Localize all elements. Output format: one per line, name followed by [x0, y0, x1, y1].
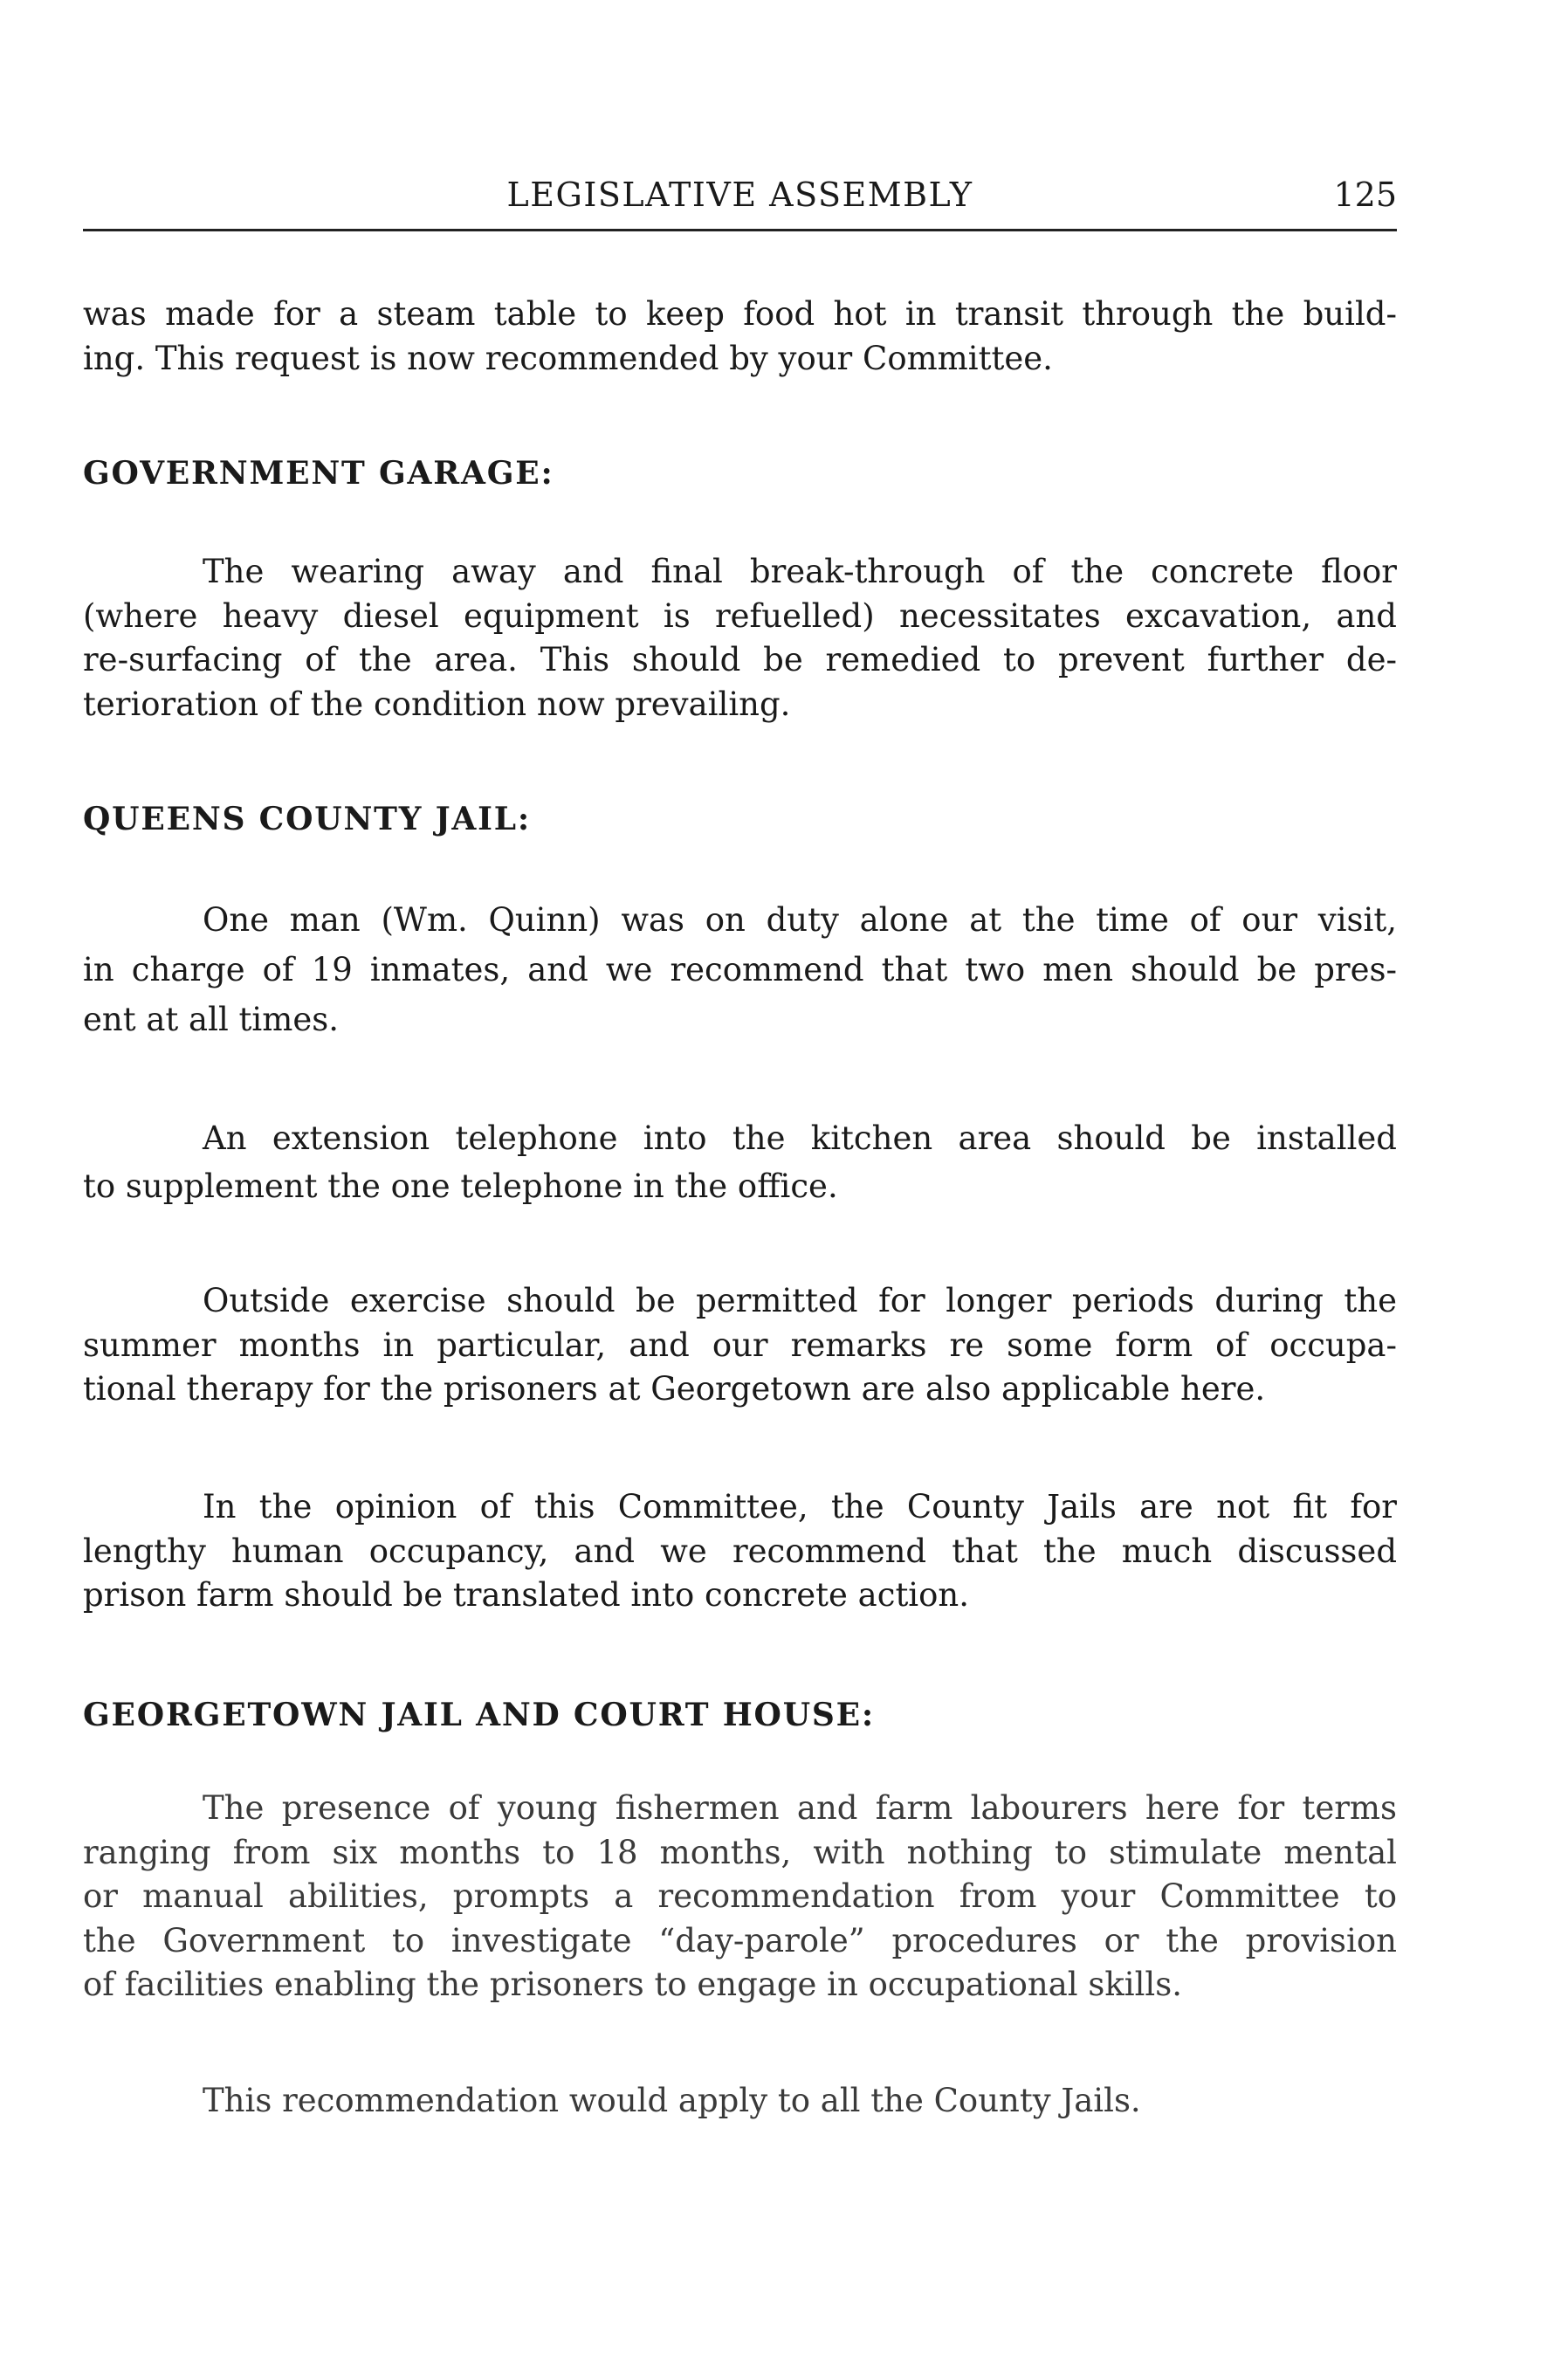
running-header	[83, 173, 1397, 225]
paragraph-line: in charge of 19 inmates, and we recommend that two men should be pres-	[83, 951, 1397, 988]
paragraph-line: tional therapy for the prisoners at Georgetown are also applicable here.	[83, 1370, 1266, 1408]
paragraph-line: ranging from six months to 18 months, with nothing to stimulate mental	[83, 1833, 1397, 1871]
paragraph-line: One man (Wm. Quinn) was on duty alone at the time of our visit,	[203, 901, 1397, 939]
queens-paragraph-2	[83, 1114, 1397, 1210]
paragraph-line: of facilities enabling the prisoners to engage in occupational skills.	[83, 1966, 1183, 2003]
paragraph-line: ent at all times.	[83, 1001, 339, 1038]
paragraph-line: The wearing away and final break-through of the concrete floor	[203, 553, 1397, 590]
georgetown-paragraph-2	[83, 2079, 1397, 2124]
paragraph-line: ing. This request is now recommended by your Committee.	[83, 339, 1053, 377]
paragraph-line: lengthy human occupancy, and we recommend that the much discussed	[83, 1532, 1397, 1570]
header-rule	[83, 229, 1397, 231]
paragraph-line: to supplement the one telephone in the office.	[83, 1167, 838, 1205]
paragraph-line: the Government to investigate “day-parole” procedures or the provision	[83, 1921, 1397, 1959]
section-heading-queens-county-jail: QUEENS COUNTY JAIL:	[83, 801, 532, 837]
paragraph-line: An extension telephone into the kitchen area should be installed	[203, 1119, 1397, 1157]
queens-paragraph-3	[83, 1279, 1397, 1412]
garage-paragraph	[83, 550, 1397, 727]
paragraph-line: Outside exercise should be permitted for longer periods during the	[203, 1282, 1397, 1319]
paragraph-line: prison farm should be translated into concrete action.	[83, 1576, 970, 1614]
paragraph-line: (where heavy diesel equipment is refuelled) necessitates excavation, and	[83, 596, 1397, 635]
page-number: 125	[1333, 176, 1397, 214]
paragraph-line: was made for a steam table to keep food hot in transit through the build-	[83, 295, 1397, 333]
paragraph-line: The presence of young fishermen and farm labourers here for terms	[203, 1789, 1397, 1827]
paragraph-line: In the opinion of this Committee, the County Jails are not fit for	[203, 1488, 1397, 1525]
georgetown-paragraph-1	[83, 1787, 1397, 2008]
section-heading-government-garage: GOVERNMENT GARAGE:	[83, 455, 554, 492]
queens-paragraph-1	[83, 895, 1397, 1044]
paragraph-line: This recommendation would apply to all the County Jails.	[203, 2082, 1141, 2119]
paragraph-line: or manual abilities, prompts a recommendation from your Committee to	[83, 1877, 1397, 1915]
intro-paragraph	[83, 293, 1397, 381]
paragraph-line: summer months in particular, and our remarks re some form of occupa-	[83, 1326, 1397, 1364]
paragraph-line: re-surfacing of the area. This should be remedied to prevent further de-	[83, 641, 1397, 678]
running-title: LEGISLATIVE ASSEMBLY	[506, 176, 973, 214]
section-heading-georgetown-jail: GEORGETOWN JAIL AND COURT HOUSE:	[83, 1697, 876, 1733]
paragraph-line: terioration of the condition now prevailing.	[83, 685, 791, 723]
queens-paragraph-4	[83, 1485, 1397, 1618]
